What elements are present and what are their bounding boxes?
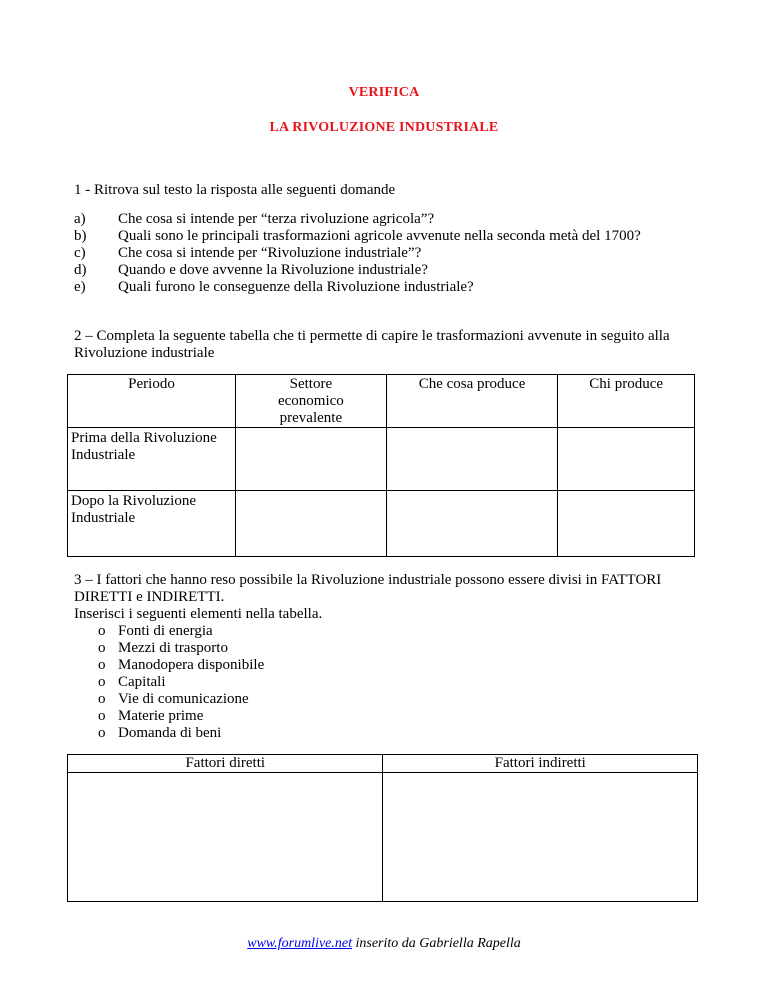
table-header-chi-produce: Chi produce [558, 375, 695, 428]
answer-cell[interactable] [558, 428, 695, 491]
answer-cell[interactable] [558, 491, 695, 557]
list-item: o Fonti di energia [98, 623, 213, 639]
table-header-settore: Settore economico prevalente [235, 375, 386, 428]
table-header-fattori-diretti: Fattori diretti [68, 755, 383, 773]
title-rivoluzione-industriale: LA RIVOLUZIONE INDUSTRIALE [269, 120, 499, 135]
list-item: o Manodopera disponibile [98, 657, 265, 673]
section2-heading-line2: Rivoluzione industriale [74, 345, 215, 361]
title-verifica: VERIFICA [348, 85, 420, 100]
table-header-fattori-indiretti: Fattori indiretti [383, 755, 698, 773]
list-item: d) Quando e dove avvenne la Rivoluzione industriale? [74, 262, 428, 278]
row-label-dopo: Dopo la Rivoluzione Industriale [68, 491, 236, 557]
answer-cell[interactable] [235, 491, 386, 557]
answer-cell[interactable] [386, 428, 558, 491]
table-row [68, 491, 695, 557]
list-item: a) Che cosa si intende per “terza rivoluzione agricola”? [74, 211, 435, 227]
section1-heading: 1 - Ritrova sul testo la risposta alle seguenti domande [74, 182, 396, 198]
list-item: o Vie di comunicazione [98, 691, 249, 707]
bullet-icon: o [98, 657, 106, 673]
list-item: b) Quali sono le principali trasformazioni agricole avvenute nella seconda metà del 1700? [74, 228, 641, 244]
answer-cell[interactable] [235, 428, 386, 491]
list-item: o Mezzi di trasporto [98, 640, 228, 656]
factors-table [67, 754, 698, 902]
footer-link[interactable]: www.forumlive.net [247, 936, 352, 951]
answer-cell[interactable] [383, 773, 698, 902]
answer-cell[interactable] [68, 773, 383, 902]
list-item: c) Che cosa si intende per “Rivoluzione industriale”? [74, 245, 422, 261]
list-item: o Domanda di beni [98, 725, 222, 741]
table-row [68, 773, 698, 902]
answer-cell[interactable] [386, 491, 558, 557]
table-header-periodo: Periodo [68, 375, 236, 428]
section3-instruction: Inserisci i seguenti elementi nella tabella. [74, 606, 323, 622]
bullet-icon: o [98, 708, 106, 724]
footer-credit: inserito da Gabriella Rapella [351, 936, 521, 951]
section3-heading-line2: DIRETTI e INDIRETTI. [74, 589, 225, 605]
footer [0, 935, 768, 952]
list-item: o Materie prime [98, 708, 204, 724]
transformations-table [67, 374, 695, 557]
bullet-icon: o [98, 674, 106, 690]
bullet-icon: o [98, 640, 106, 656]
list-item: e) Quali furono le conseguenze della Rivoluzione industriale? [74, 279, 474, 295]
bullet-icon: o [98, 623, 106, 639]
bullet-icon: o [98, 725, 106, 741]
table-row [68, 428, 695, 491]
section3-heading-line1: 3 – I fattori che hanno reso possibile la Rivoluzione industriale possono essere divisi in FATTORI [74, 572, 662, 588]
list-item: o Capitali [98, 674, 166, 690]
table-header-cosa-produce: Che cosa produce [386, 375, 558, 428]
section2-heading-line1: 2 – Completa la seguente tabella che ti permette di capire le trasformazioni avvenute in seguito alla [74, 328, 670, 344]
factors-list [98, 623, 264, 742]
bullet-icon: o [98, 691, 106, 707]
row-label-prima: Prima della Rivoluzione Industriale [68, 428, 236, 491]
questions-list [74, 211, 641, 296]
